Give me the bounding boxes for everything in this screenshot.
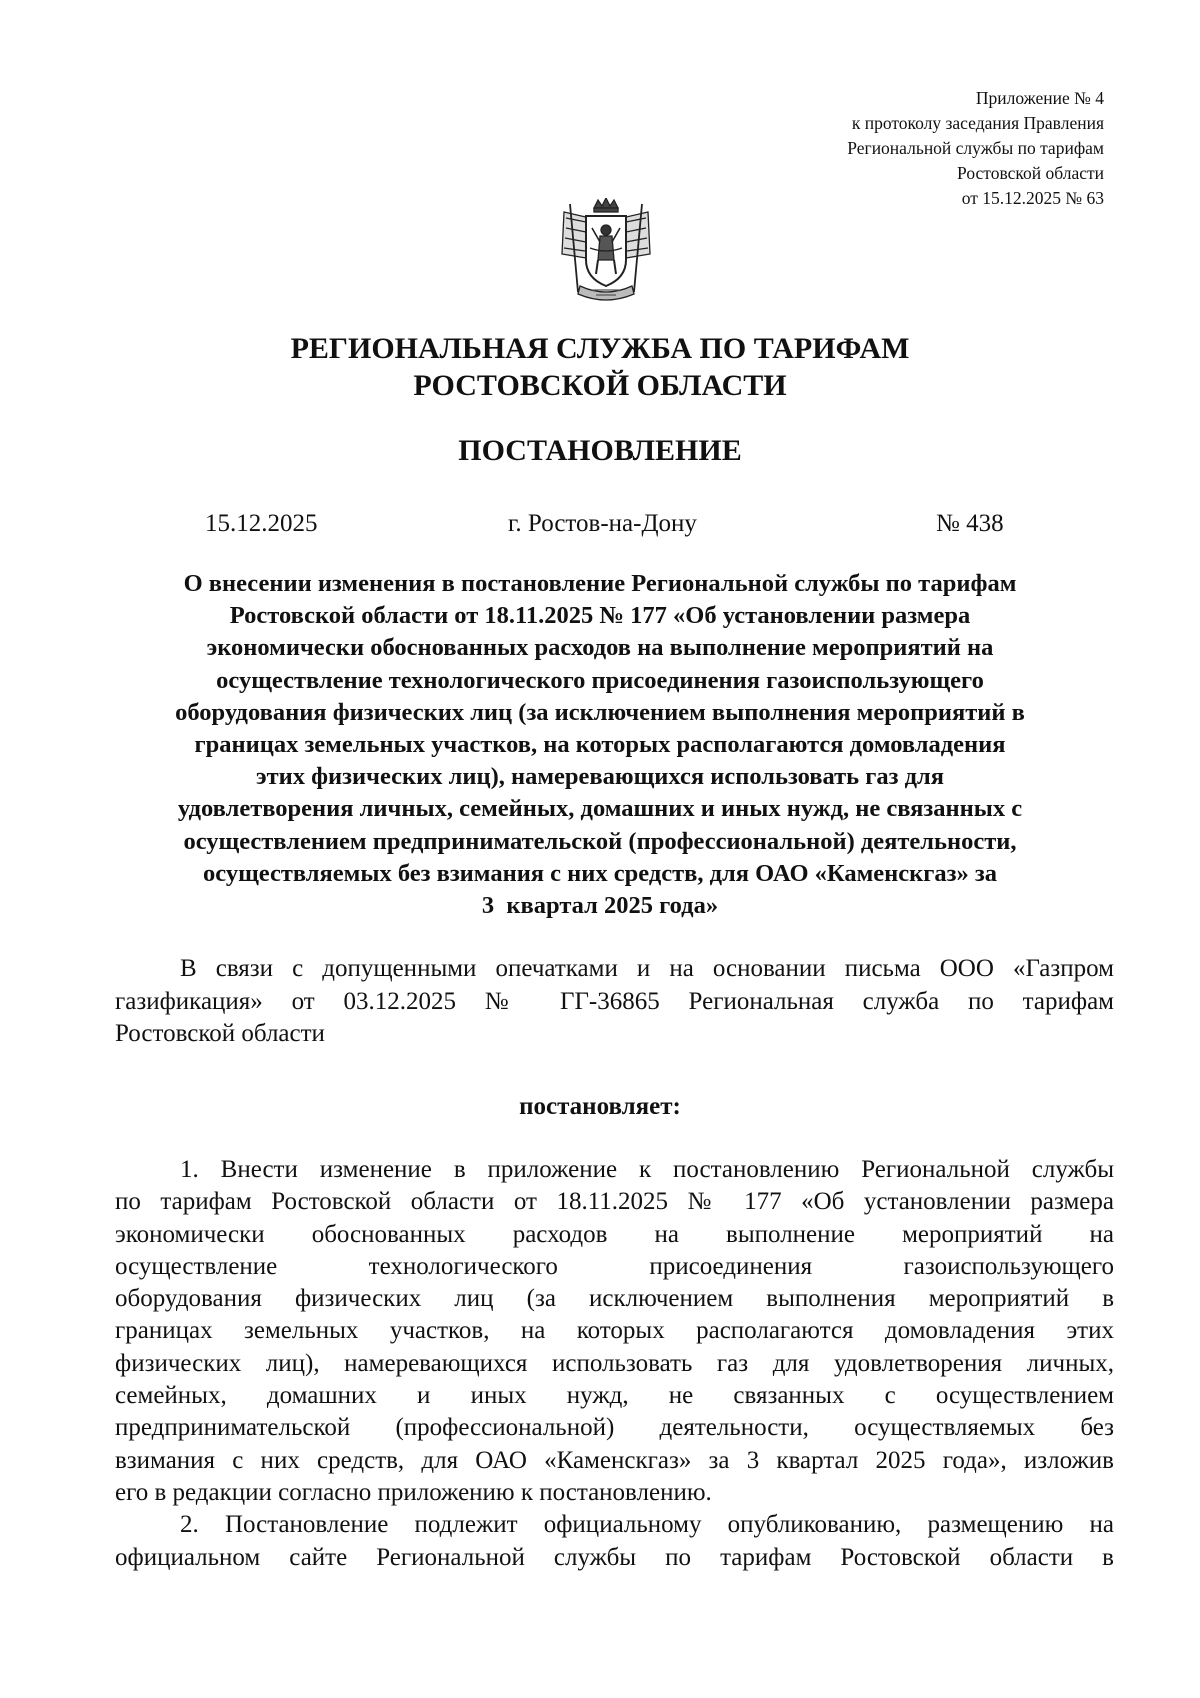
decree-clauses (115, 1154, 1114, 1574)
appendix-line: Ростовской области (957, 163, 1104, 183)
organization-name-line: РОСТОВСКОЙ ОБЛАСТИ (413, 369, 787, 402)
document-date: 15.12.2025 (205, 510, 318, 537)
title-line: осуществляемых без взимания с них средств, для ОАО «Каменскгаз» за (203, 859, 997, 887)
clause-2-line: официальном сайте Региональной службы по тарифам Ростовской области в (115, 1543, 1114, 1571)
organization-name (100, 330, 1100, 404)
rostov-coat-of-arms-icon (556, 198, 656, 306)
title-line: 3 квартал 2025 года» (481, 892, 719, 920)
document-meta-row (0, 507, 1200, 541)
title-line: удовлетворения личных, семейных, домашних и иных нужд, не связанных с (177, 795, 1023, 823)
preamble-line: В связи с допущенными опечатками и на основании письма ООО «Газпром (180, 955, 1114, 982)
clause-1-line: взимания с них средств, для ОАО «Каменскгаз» за 3 квартал 2025 года», изложив (115, 1446, 1114, 1474)
clause-1-line: 1. Внести изменение в приложение к постановлению Региональной службы (180, 1156, 1114, 1183)
title-line: экономически обоснованных расходов на выполнение мероприятий на (206, 634, 994, 662)
title-line: О внесении изменения в постановление Региональной службы по тарифам (183, 570, 1017, 597)
clause-1-line: осуществление технологического присоединения газоиспользующего (115, 1252, 1114, 1280)
clause-1-line: физических лиц), намеревающихся использовать газ для удовлетворения личных, (115, 1349, 1114, 1377)
appendix-line: от 15.12.2025 № 63 (961, 188, 1104, 208)
title-line: осуществлением предпринимательской (профессиональной) деятельности, (183, 827, 1017, 855)
preamble-line: газификация» от 03.12.2025 № ГГ-36865 Региональная служба по тарифам (115, 987, 1114, 1015)
clause-2-line: 2. Постановление подлежит официальному опубликованию, размещению на (180, 1511, 1114, 1539)
document-type: ПОСТАНОВЛЕНИЕ (458, 434, 742, 467)
clause-1-line: экономически обоснованных расходов на выполнение мероприятий на (115, 1220, 1114, 1248)
clause-1-line: по тарифам Ростовской области от 18.11.2025 № 177 «Об установлении размера (115, 1188, 1114, 1216)
appendix-line: к протоколу заседания Правления (851, 113, 1104, 133)
appendix-line: Приложение № 4 (975, 88, 1104, 108)
title-line: осуществление технологического присоединения газоиспользующего (216, 666, 984, 694)
clause-1-line: предпринимательской (профессиональной) деятельности, осуществляемых без (115, 1414, 1114, 1442)
title-line: границах земельных участков, на которых располагаются домовладения (194, 731, 1006, 759)
preamble-paragraph (115, 953, 1114, 1051)
clause-1-line: семейных, домашних и иных нужд, не связанных с осуществлением (115, 1382, 1114, 1410)
appendix-line: Региональной службы по тарифам (847, 138, 1104, 158)
document-title (110, 568, 1090, 922)
preamble-line: Ростовской области (115, 1020, 325, 1047)
document-city: г. Ростов-на-Дону (508, 510, 697, 537)
title-line: этих физических лиц), намеревающихся использовать газ для (255, 763, 944, 791)
clause-1-line: оборудования физических лиц (за исключением выполнения мероприятий в (115, 1285, 1114, 1313)
decree-word: постановляет: (519, 1093, 681, 1120)
appendix-note (684, 86, 1104, 211)
title-line: оборудования физических лиц (за исключением выполнения мероприятий в (175, 698, 1025, 726)
clause-1-line: его в редакции согласно приложению к постановлению. (115, 1478, 712, 1506)
document-number: № 438 (936, 510, 1004, 537)
clause-1-line: границах земельных участков, на которых располагаются домовладения этих (115, 1317, 1114, 1345)
organization-name-line: РЕГИОНАЛЬНАЯ СЛУЖБА ПО ТАРИФАМ (290, 332, 910, 365)
title-line: Ростовской области от 18.11.2025 № 177 «Об установлении размера (229, 602, 971, 630)
